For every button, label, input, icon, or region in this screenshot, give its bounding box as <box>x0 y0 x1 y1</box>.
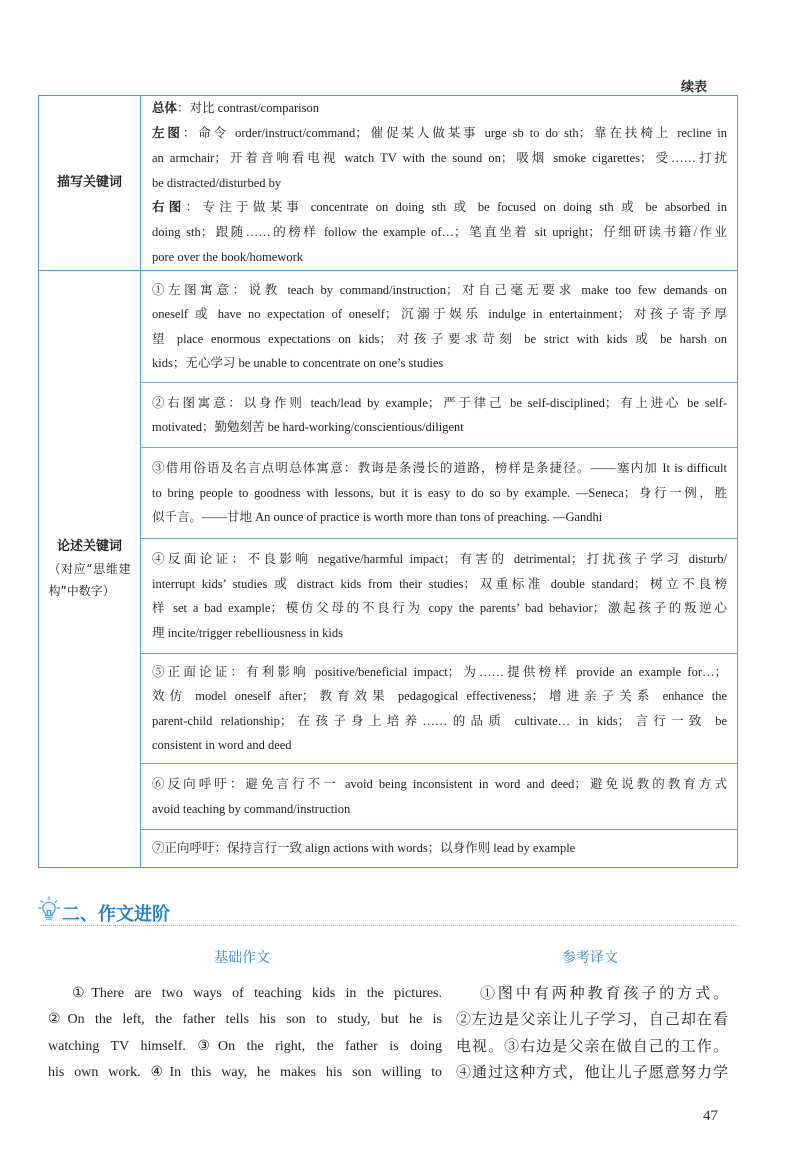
argument-line: ②右图寓意：以身作则 teach/lead by example；严于律己 be self-disciplined；有上进心 be self- <box>152 395 727 410</box>
essay-line: watching TV himself. ③On the right, the father is doing <box>48 1038 442 1054</box>
argument-line: ③借用俗语及名言点明总体寓意：教诲是条漫长的道路，榜样是条捷径。——塞内加 It is difficult <box>152 461 727 476</box>
argument-line: 样 set a bad example；模仿父母的不良行为 copy the parents’ bad behavior；激起孩子的叛逆心 <box>152 601 727 615</box>
argument-line: interrupt kids’ studies 或 distract kids from their studies；双重标准 double standard；树立不良榜 <box>152 576 727 591</box>
description-label-cell <box>39 96 141 270</box>
description-line <box>152 146 727 171</box>
argument-item-4 <box>141 539 737 654</box>
line-bold-prefix: 总体 <box>152 100 178 116</box>
argument-line: 效仿 model oneself after；教育效果 pedagogical effectiveness；增进亲子关系 enhance the <box>152 689 727 703</box>
description-line <box>152 245 727 270</box>
argument-line: ⑤正面论证：有利影响 positive/beneficial impact；为……提供榜样 provide an example for…； <box>152 664 727 679</box>
line-bold-prefix: 左图 <box>152 125 183 140</box>
line-text: ：对比 contrast/comparison <box>177 101 320 116</box>
argument-item-5 <box>141 654 737 764</box>
argument-line: ①左图寓意：说教 teach by command/instruction；对自己毫无要求 make too few demands on <box>152 282 727 297</box>
argument-line: oneself 或 have no expectation of oneself；沉溺于娱乐 indulge in entertainment；对孩子寄予厚 <box>152 307 727 321</box>
argument-label-cell <box>39 271 141 867</box>
original-essay <box>48 981 442 1086</box>
argument-item-7 <box>141 830 737 867</box>
argument-item-2 <box>141 383 737 448</box>
argument-line: ④反面论证：不良影响 negative/harmful impact；有害的 detrimental；打扰孩子学习 disturb/ <box>152 552 727 566</box>
translation-line: ①图中有两种教育孩子的方式。 <box>480 986 728 1002</box>
description-line <box>152 171 727 196</box>
translation-line: ④通过这种方式，他让儿子愿意努力学 <box>456 1064 728 1081</box>
description-content <box>141 96 737 270</box>
argument-line: kids；无心学习 be unable to concentrate on one’s studies <box>152 356 444 370</box>
essay-line: his own work. ④In this way, he makes his son willing to <box>48 1064 442 1080</box>
argument-item-1 <box>141 271 737 383</box>
essay-line: ①There are two ways of teaching kids in the pictures. <box>72 986 442 1001</box>
argument-line: consistent in word and deed <box>152 738 292 752</box>
description-line <box>152 121 727 146</box>
argument-line: parent-child relationship；在孩子身上培养……的品质 cultivate… in kids；言行一致 be <box>152 713 727 728</box>
original-essay-heading: 基础作文 <box>214 950 270 966</box>
essay-line: ②On the left, the father tells his son to study, but he is <box>48 1012 442 1028</box>
argument-line: to bring people to goodness with lessons, but it is easy to do so by example. —Seneca；身行一例，胜 <box>152 485 727 500</box>
description-line <box>152 220 727 245</box>
argument-line: motivated；勤勉刻苦 be hard-working/conscientious/diligent <box>152 420 464 434</box>
line-text: ：命令 order/instruct/command；催促某人做某事 urge sb to do sth；靠在扶椅上 recline in <box>182 126 727 140</box>
continued-table-label: 续表 <box>681 80 708 95</box>
argument-note-line: （对应“思维建 <box>48 561 131 576</box>
argument-line: ⑦正向呼吁：保持言行一致 align actions with words；以身作则 lead by example <box>152 841 576 856</box>
translation-heading: 参考译文 <box>562 950 618 966</box>
lightbulb-icon <box>38 896 60 922</box>
description-label: 描写关键词 <box>56 175 122 190</box>
description-line <box>152 96 727 121</box>
translation-line: 电视。③右边是父亲在做自己的工作。 <box>456 1038 728 1055</box>
description-line <box>152 195 727 220</box>
line-bold-prefix: 右图 <box>152 199 186 215</box>
section-title: 二、作文进阶 <box>62 904 170 925</box>
section-divider <box>40 925 738 926</box>
translation-text <box>456 981 728 1086</box>
line-text: doing sth；跟随……的榜样 follow the example of…；笔直坐着 sit upright；仔细研读书籍/作业 <box>152 225 727 240</box>
argument-label: 论述关键词 <box>56 538 122 554</box>
line-text: an armchair；开着音响看电视 watch TV with the sound on；吸烟 smoke cigarettes；受……打扰 <box>152 150 727 165</box>
argument-note-line: 构”中数字） <box>48 584 115 598</box>
argument-line: 似千言。——甘地 An ounce of practice is worth more than tons of preaching. —Gandhi <box>152 510 603 525</box>
description-row <box>39 96 737 271</box>
keyword-table <box>38 95 738 868</box>
argument-items <box>141 271 737 867</box>
argument-item-6 <box>141 764 737 830</box>
argument-item-3 <box>141 448 737 539</box>
argument-line: avoid teaching by command/instruction <box>152 801 351 816</box>
line-text: pore over the book/homework <box>152 249 304 264</box>
argument-row <box>39 271 737 867</box>
argument-line: 望 place enormous expectations on kids；对孩子要求苛刻 be strict with kids 或 be harsh on <box>152 331 727 346</box>
translation-line: ②左边是父亲让儿子学习，自己却在看 <box>456 1012 728 1029</box>
line-text: ：专注于做某事 concentrate on doing sth 或 be focused on doing sth 或 be absorbed in <box>185 200 727 215</box>
line-text: be distracted/disturbed by <box>152 175 282 190</box>
argument-line: ⑥反向呼吁：避免言行不一 avoid being inconsistent in word and deed；避免说教的教育方式 <box>152 777 727 791</box>
page-number: 47 <box>703 1108 718 1124</box>
argument-line: 理 incite/trigger rebelliousness in kids <box>152 625 343 640</box>
